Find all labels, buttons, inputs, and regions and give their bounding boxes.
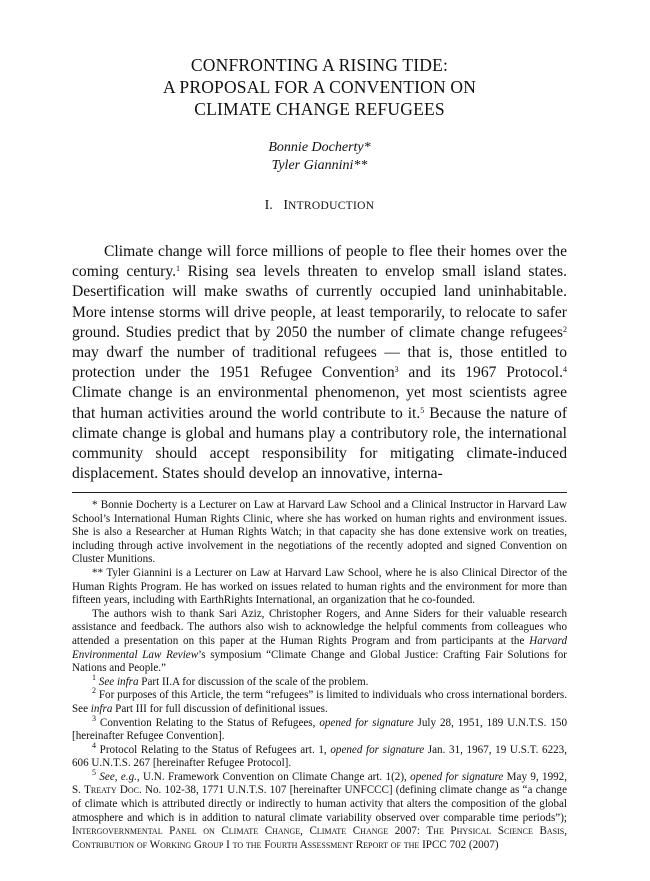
- thanks-text-end: ’s symposium “Climate Change and Global Justice: Crafting Fair Solutions for Nations and People.”: [72, 648, 567, 675]
- footnote-4: [72, 740, 567, 771]
- footnote-4-text-end: Jan. 31, 1967, 19 U.S.T. 6223, 606 U.N.T.S. 267 [hereinafter Refugee Protocol].: [72, 743, 567, 770]
- footnote-5-text-b: May 9, 1992, S.: [72, 770, 567, 797]
- body-sentence-4: and its 1967 Protocol.: [398, 364, 563, 382]
- title-line-1: CONFRONTING A RISING TIDE:: [190, 55, 449, 75]
- signal-see: See: [98, 675, 117, 688]
- footnote-author-2: ** Tyler Giannini is a Lecturer on Law at Harvard Law School, where he is also Clinical Director of the Human Rights Program. He has worked on issues related to human rights and the environment for more than fifteen years, including with EarthRights International, an organization that he co-founded.: [72, 566, 567, 607]
- treaty-doc-label: Treaty Doc.: [84, 784, 142, 797]
- footnote-number-1: 1: [92, 672, 96, 682]
- body-sentence-1: Climate change will force millions of people to flee their homes over the coming century.: [72, 243, 567, 281]
- body-paragraph: [72, 242, 567, 484]
- article-first-page: [72, 40, 567, 484]
- footnote-3-text: Convention Relating to the Status of Refugees,: [99, 716, 320, 729]
- footnote-acknowledgments: [72, 608, 567, 676]
- footnote-5-text: , U.N. Framework Convention on Climate Change art. 1(2),: [136, 770, 411, 783]
- ipcc-citation: Intergovernmental Panel on Climate Change, Climate Change 2007: The Physical Science Basis, Contribution of Working Group I to the Fourth Assessment Report of the IPCC 702 (2007): [72, 825, 567, 851]
- opened-for-signature: opened for signature: [319, 716, 414, 729]
- author-list: [72, 139, 567, 175]
- footnote-number-2: 2: [92, 686, 96, 696]
- opened-for-signature: opened for signature: [410, 770, 504, 783]
- footnote-ref-4: 4: [562, 365, 567, 375]
- thanks-text: The authors wish to thank Sari Aziz, Christopher Rogers, and Anne Siders for their valuable research assistance and feedback. The authors also wish to acknowledge the helpful comments from colleagues who attended a presentation on this paper at the Human Rights Program and from participants at the: [72, 607, 567, 647]
- footnote-ref-3: 3: [394, 365, 399, 375]
- opened-for-signature: opened for signature: [330, 743, 425, 756]
- footnote-2-text: For purposes of this Article, the term “refugees” is limited to individuals who cross international borders. See: [72, 689, 567, 715]
- signal-infra: infra: [90, 702, 113, 715]
- footnote-ref-2: 2: [563, 324, 567, 334]
- footnote-1: [72, 672, 567, 690]
- footnote-1-text: Part II.A for discussion of the scale of the problem.: [138, 675, 369, 688]
- footnote-ref-5: 5: [420, 405, 425, 415]
- footnote-2-text-end: Part III for full discussion of definitional issues.: [112, 702, 328, 715]
- footnote-3: [72, 713, 567, 744]
- footnotes: [72, 499, 567, 852]
- footnote-divider: [72, 492, 567, 493]
- journal-name: Harvard Environmental Law Review: [72, 634, 567, 661]
- title-line-3: CLIMATE CHANGE REFUGEES: [194, 99, 445, 119]
- body-sentence-3: may dwarf the number of traditional refugees — that is, those entitled to protection under the 1951 Refugee Convention: [72, 344, 567, 382]
- article-title: [72, 54, 567, 120]
- body-sentence-6: Because the nature of climate change is global and humans play a contributory role, the international community should accept responsibility for mitigating climate-induced displacement. States should develop an innovative, interna-: [72, 404, 568, 483]
- signal-see-eg: See, e.g.: [99, 770, 137, 783]
- footnote-ref-1: 1: [176, 264, 181, 274]
- footnote-5: [72, 767, 567, 853]
- body-sentence-5: Climate change is an environmental phenomenon, yet most scientists agree that human activities around the world contribute to it.: [72, 384, 567, 422]
- section-title-rest: NTRODUCTION: [287, 200, 375, 212]
- footnote-2: [72, 686, 567, 716]
- signal-infra: infra: [116, 675, 139, 688]
- footnote-number-5: 5: [92, 767, 96, 777]
- footnote-number-4: 4: [92, 740, 96, 750]
- title-line-2: A PROPOSAL FOR A CONVENTION ON: [162, 77, 477, 97]
- footnote-author-1: * Bonnie Docherty is a Lecturer on Law at Harvard Law School and a Clinical Instructor in Harvard Law School’s International Human Rights Clinic, where she has worked on human rights and environment issues. She is also a Researcher at Human Rights Watch; in that capacity she has done extensive work on treaties, including through active involvement in the negotiations of the recently adopted and signed Convention on Cluster Munitions.: [72, 499, 567, 566]
- footnote-number-3: 3: [92, 713, 96, 723]
- section-title-initial: I: [283, 198, 288, 213]
- section-heading: [72, 198, 567, 214]
- footnote-3-text-end: July 28, 1951, 189 U.N.T.S. 150 [hereinafter Refugee Convention].: [72, 716, 567, 743]
- author-2: Tyler Giannini**: [271, 158, 368, 173]
- footnote-4-text: Protocol Relating to the Status of Refugees art. 1,: [99, 743, 331, 756]
- section-number: I.: [264, 198, 273, 213]
- author-1: Bonnie Docherty*: [268, 140, 371, 155]
- footnote-5-text-c: No. 102-38, 1771 U.N.T.S. 107 [hereinafter UNFCCC] (defining climate change as “a change of climate which is attributed directly or indirectly to human activity that alters the composition of the global atmosphere and which is in addition to natural climate variability observed over comparable time periods”);: [72, 784, 567, 824]
- body-sentence-2: Rising sea levels threaten to envelop small island states. Desertification will make swaths of currently occupied land uninhabitable. More intense storms will drive people, at least temporarily, to relocate to safer ground. Studies predict that by 2050 the number of climate change refugees: [72, 263, 567, 341]
